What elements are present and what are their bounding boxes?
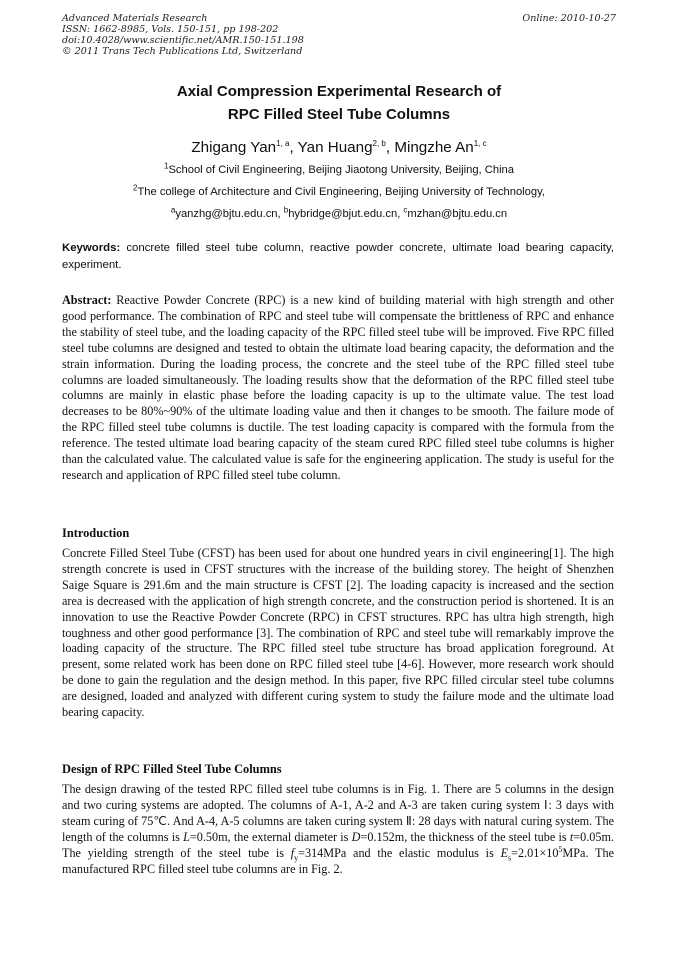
design-paragraph <box>62 782 614 877</box>
exponent: 5 <box>558 844 563 854</box>
author-separator: , <box>289 139 298 156</box>
variable-t: t <box>569 829 574 844</box>
variable-D: D <box>351 829 361 844</box>
author-emails <box>62 207 616 221</box>
affiliation-text: The college of Architecture and Civil Engineering, Beijing University of Technology, <box>137 186 545 198</box>
online-date: Online: 2010-10-27 <box>522 13 616 24</box>
paper-title <box>62 80 616 126</box>
affiliation-sup: 1 <box>164 161 169 171</box>
variable-f: f <box>290 845 295 860</box>
author-name: Zhigang Yan <box>191 139 277 156</box>
subscript-s: s <box>508 853 512 863</box>
author-name: Mingzhe An <box>394 139 474 156</box>
introduction-paragraph: Concrete Filled Steel Tube (CFST) has been used for about one hundred years in civil engineering[1]. The high strength concrete is used in CFST structures with the increase of the building storey. The height of Shenzhen Saige Square is 291.6m and the main structure is CFST [2]. The loading capacity is increased and the section area is decreased with the application of high strength concrete, and the construction period is shortened. It is an innovation to use the Reactive Powder Concrete (RPC) in CFST structures. RPC has ultra high strength, high toughness and other good performance [3]. The combination of RPC and steel tube will remarkably improve the loading capacity of the structure. The RPC filled steel tube structure has broad application foreground. At present, some related work has been done on RPC filled steel tube [4-6]. However, more research work should be done to gain the regulation and the design method. In this paper, five RPC filled circular steel tube columns are designed, loaded and analyzed with different curing system to study the failure mode and the ultimate load bearing capacity. <box>62 546 614 720</box>
roman-numeral: Ⅰ <box>543 797 549 812</box>
design-text: : 3 days with steam curing of 75℃. And A-4, A-5 columns are taken curing system <box>62 797 614 828</box>
affiliation-text: School of Civil Engineering, Beijing Jiaotong University, Beijing, China <box>168 164 514 176</box>
variable-L: L <box>183 829 190 844</box>
section-heading-design: Design of RPC Filled Steel Tube Columns <box>62 762 282 776</box>
author-separator: , <box>385 139 395 156</box>
variable-E: E <box>500 845 509 860</box>
abstract <box>62 293 614 484</box>
email-link[interactable]: yanzhg@bjtu.edu.cn, <box>175 208 281 220</box>
copyright-line: © 2011 Trans Tech Publications Ltd, Switzerland <box>62 46 303 57</box>
journal-name: Advanced Materials Research <box>62 13 208 24</box>
email-link[interactable]: mzhan@bjtu.edu.cn <box>407 208 508 220</box>
design-text: =0.50m, the external diameter is <box>189 829 352 844</box>
email-sup: a <box>170 205 176 215</box>
author-list <box>62 138 616 158</box>
email-link[interactable]: hybridge@bjut.edu.cn, <box>288 208 401 220</box>
email-sup: b <box>283 205 289 215</box>
journal-header <box>62 13 616 57</box>
affiliation-1 <box>62 163 616 177</box>
author-sup: 2, b <box>372 138 386 148</box>
author-sup: 1, c <box>473 138 487 148</box>
issn-line: ISSN: 1662-8985, Vols. 150-151, pp 198-202 <box>62 24 279 35</box>
keywords-label: Keywords: <box>62 242 121 254</box>
design-text: : 28 days with natural curing system. The length of the columns is <box>62 813 615 844</box>
author-name: Yan Huang <box>297 139 373 156</box>
affiliation-2 <box>62 185 616 199</box>
design-text: MPa. The manufactured RPC filled steel tube columns are in Fig. 2. <box>62 845 614 876</box>
doi-line: doi:10.4028/www.scientific.net/AMR.150-151.198 <box>62 35 304 46</box>
title-line-1: Axial Compression Experimental Research of <box>176 83 502 100</box>
roman-numeral: Ⅱ <box>405 813 412 828</box>
keywords <box>62 240 614 274</box>
design-text: =0.05m. The yielding strength of the steel tube is <box>62 829 614 860</box>
title-line-2: RPC Filled Steel Tube Columns <box>227 106 451 123</box>
design-text: =314MPa and the elastic modulus is <box>298 845 501 860</box>
design-text: =2.01×10 <box>511 845 559 860</box>
design-text: =0.152m, the thickness of the steel tube is <box>360 829 570 844</box>
email-sup: c <box>403 205 408 215</box>
abstract-label: Abstract: <box>62 293 112 307</box>
abstract-text: Reactive Powder Concrete (RPC) is a new kind of building material with high strength and other good performance. The combination of RPC and steel tube will compensate the brittleness of RPC and enhance the stability of steel tube, and the loading capacity of the RPC filled steel tube will be improved. Five RPC filled steel tube columns are designed and tested to obtain the ultimate load bearing capacity, the deformation and the strain information. During the loading process, the concrete and the steel tube of the RPC filled steel tube columns are loaded simultaneously. The loading results show that the deformation of the RPC filled steel tube columns are mainly in elastic phase before the loading capacity is up to the ultimate value. The test load decreases to be 80%~90% of the ultimate loading value and then it changes to be smooth. The failure mode of the RPC filled steel tube columns is ductile. The test loading capacity is compared with the formula from the reference. The tested ultimate load bearing capacity of the steam cured RPC filled steel tube columns is higher than the calculated value. The calculated value is safe for the engineering application. The study is useful for the research and application of RPC filled steel tube column. <box>62 293 615 482</box>
keywords-text: concrete filled steel tube column, reactive powder concrete, ultimate load bearing capacity, experiment. <box>62 242 614 271</box>
affiliation-sup: 2 <box>133 183 138 193</box>
author-sup: 1, a <box>276 138 290 148</box>
design-text: The design drawing of the tested RPC filled steel tube columns is in Fig. 1. There are 5 columns in the design and two curing systems are adopted. The columns of A-1, A-2 and A-3 are taken curing system <box>62 782 614 812</box>
section-heading-introduction: Introduction <box>62 526 130 540</box>
subscript-y: y <box>294 853 299 863</box>
